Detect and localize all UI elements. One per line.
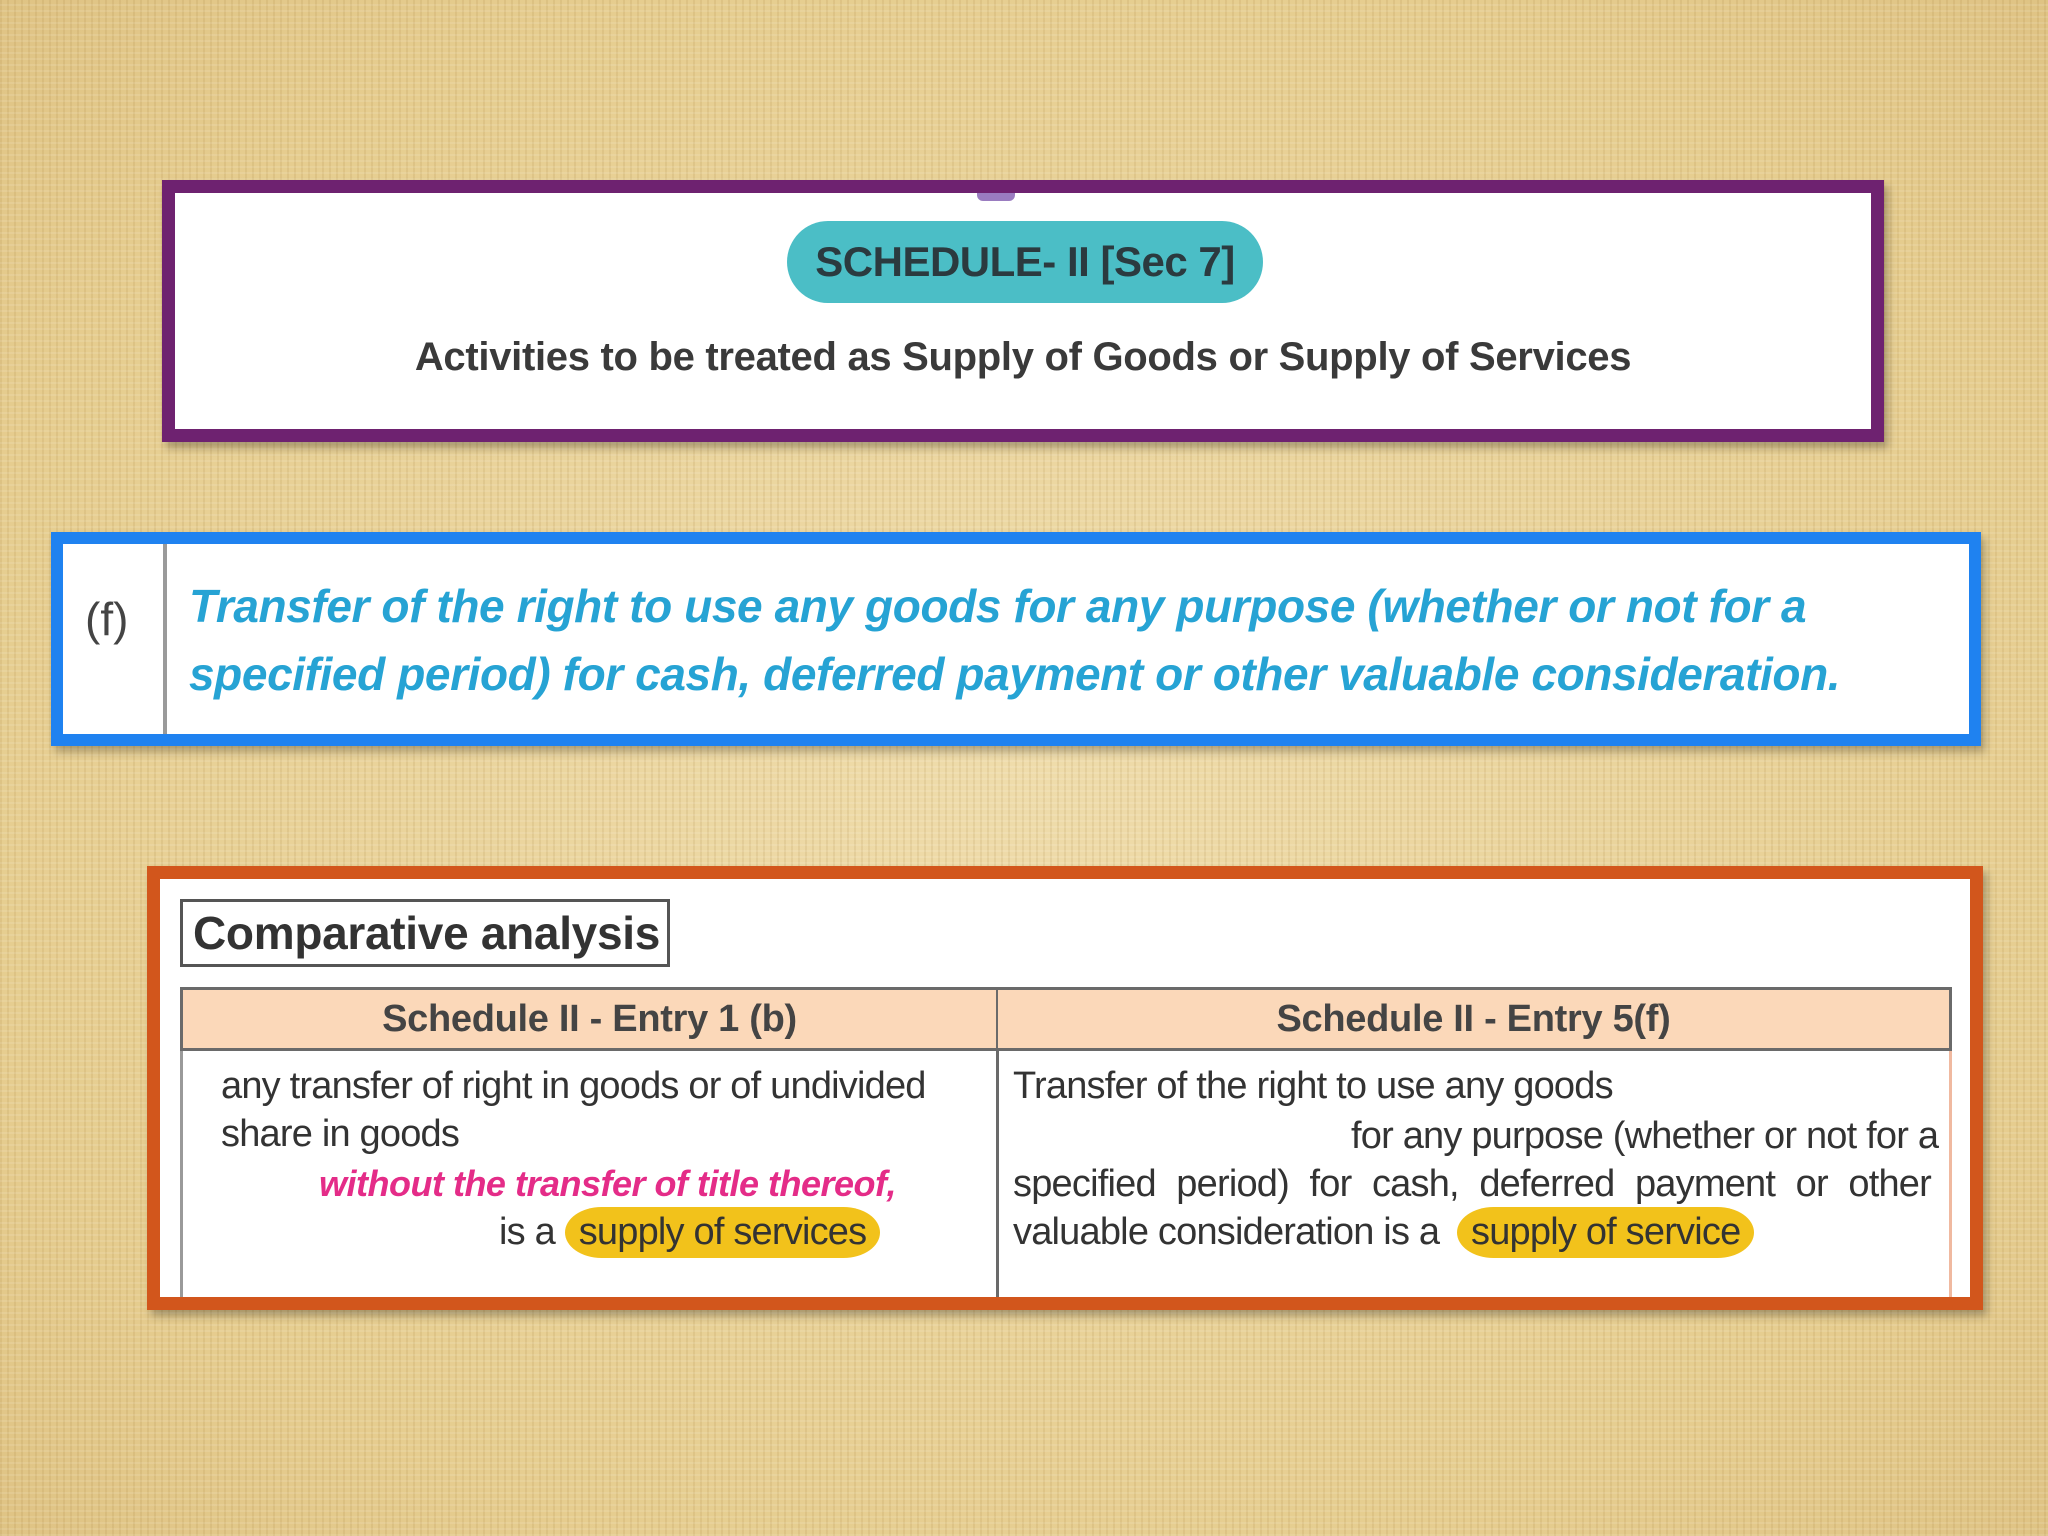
clause-divider [163,544,167,734]
entry-5f-line-2: for any purpose (whether or not for a [1351,1115,1939,1157]
entry-1b-line-2: share in goods [221,1113,460,1155]
clause-line-2: specified period) for cash, deferred payment or other valuable consideration. [189,648,1841,700]
comparative-heading: Comparative analysis [180,899,670,967]
clause-text [189,572,1979,708]
schedule-badge: SCHEDULE- II [Sec 7] [787,221,1263,303]
entry-5f-word: period) [1176,1163,1289,1205]
clause-line-1: Transfer of the right to use any goods for any purpose (whether or not for a [189,580,1807,632]
entry-5f-line-3 [1013,1163,1931,1206]
entry-5f-word: specified [1013,1163,1156,1205]
schedule-box [162,180,1884,442]
comparative-analysis-box [147,866,1983,1310]
entry-1b-line-1: any transfer of right in goods or of undivided [221,1065,926,1107]
entry-1b-emphasis: without the transfer of title thereof, [319,1163,897,1204]
entry-1b-highlight: supply of services [565,1207,881,1258]
cell-entry-1b [180,1051,998,1310]
entry-5f-prefix: valuable consideration is a [1013,1211,1440,1253]
comparison-table [180,987,1952,1310]
clause-label: (f) [85,593,129,645]
entry-5f-line-1: Transfer of the right to use any goods [1013,1065,1613,1107]
entry-5f-word: for [1309,1163,1352,1205]
schedule-subtitle: Activities to be treated as Supply of Goods or Supply of Services [414,335,1632,379]
column-header-entry-5f: Schedule II - Entry 5(f) [996,987,1952,1051]
clause-box [51,532,1981,746]
cell-entry-5f [996,1051,1952,1310]
entry-5f-word: cash, [1371,1163,1459,1205]
entry-5f-conclusion [1013,1207,1754,1258]
entry-5f-word: or [1795,1163,1828,1205]
entry-5f-highlight: supply of service [1457,1207,1754,1258]
entry-5f-word: other [1848,1163,1931,1205]
badge-tab-decoration [977,193,1015,201]
column-header-entry-1b: Schedule II - Entry 1 (b) [180,987,998,1051]
entry-5f-word: deferred [1479,1163,1615,1205]
entry-5f-word: payment [1634,1163,1776,1205]
entry-1b-conclusion [499,1207,880,1258]
entry-1b-prefix: is a [499,1211,555,1253]
